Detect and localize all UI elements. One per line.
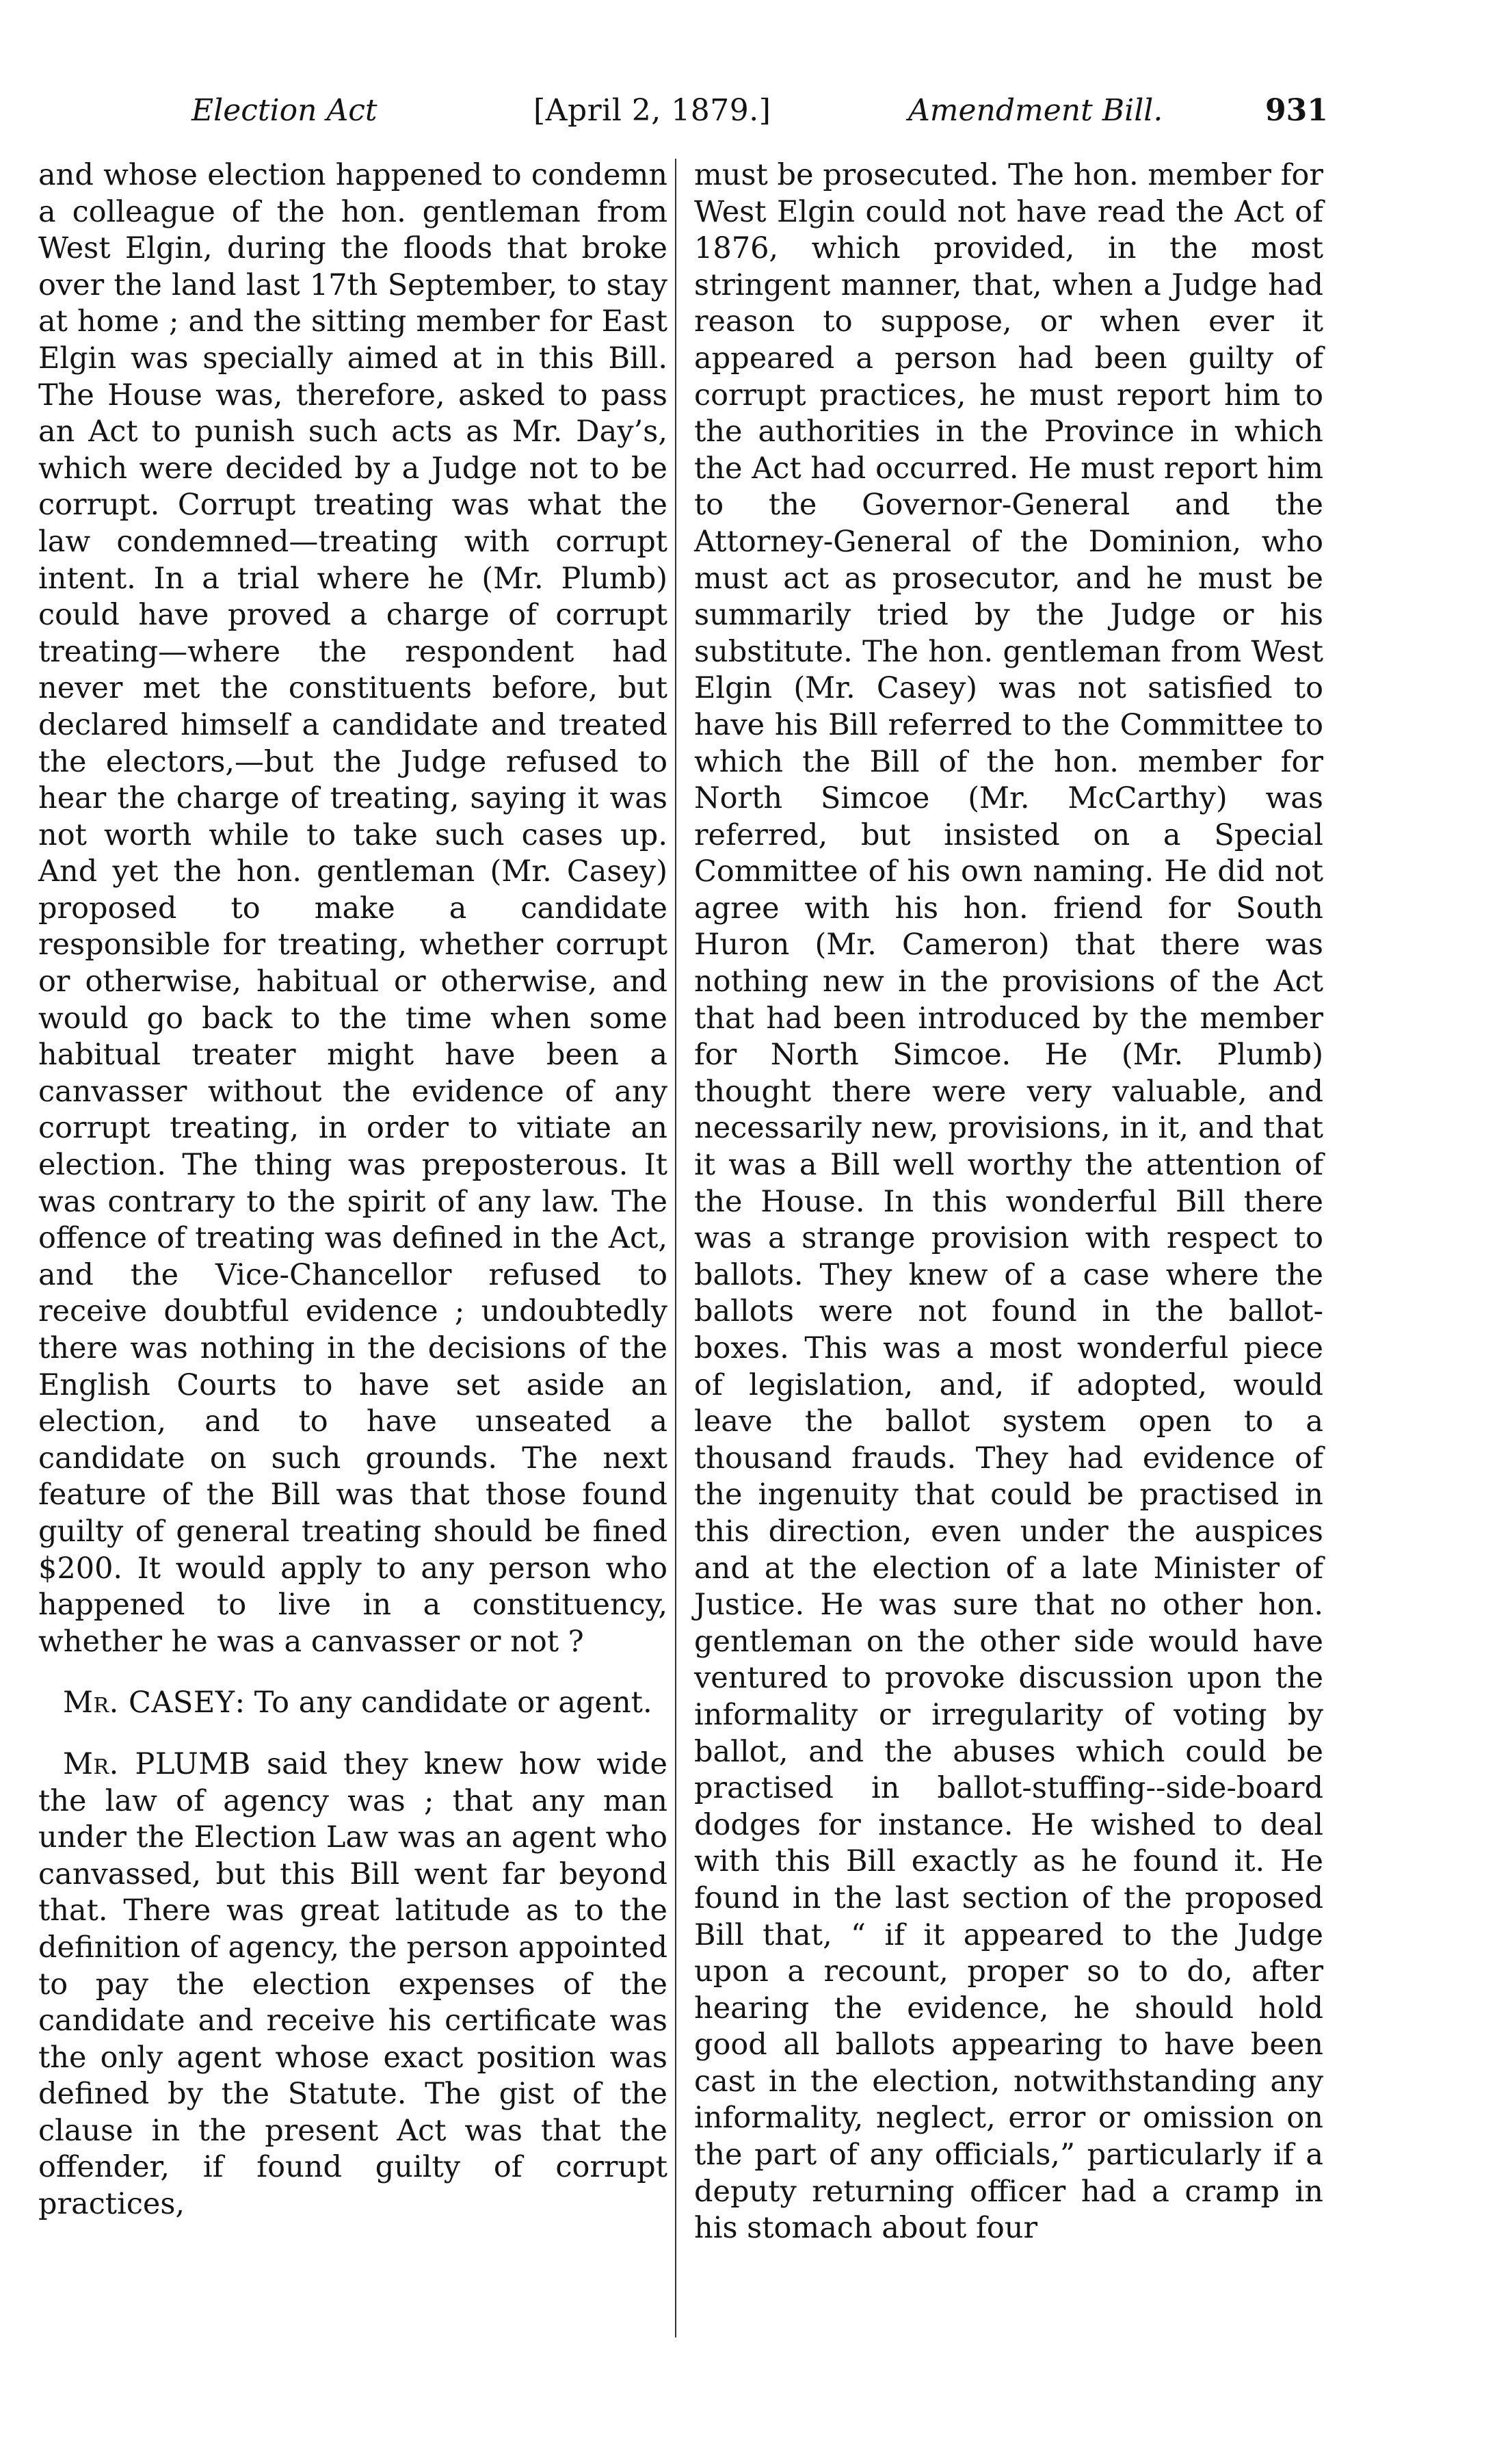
- header-title-right: Amendment Bill.: [908, 93, 1163, 128]
- column-divider: [675, 159, 676, 2337]
- speech-text: : To any candidate or agent.: [235, 1686, 652, 1720]
- left-paragraph-1: and whose election happened to condemn a colleague of the hon. gentleman from West Elgin, during the floods that broke over the land last 17th September, to stay at home ; and the sitting member for East Elgin was specially aimed at in this Bill. The House was, therefore, asked to pass an Act to punish such acts as Mr. Day’s, which were decided by a Judge not to be corrupt. Corrupt treating was what the law condemned—treating with corrupt intent. In a trial where he (Mr. Plumb) could have proved a charge of corrupt treating—where the respondent had never met the constituents before, but declared himself a candidate and treated the electors,—but the Judge refused to hear the charge of treating, saying it was not worth while to take such cases up. And yet the hon. gentleman (Mr. Casey) proposed to make a candidate responsible for treating, whether corrupt or otherwise, habitual or otherwise, and would go back to the time when some habitual treater might have been a canvasser without the evidence of any corrupt treating, in order to vitiate an election. The thing was preposterous. It was contrary to the spirit of any law. The offence of treating was defined in the Act, and the Vice-Chancellor refused to receive doubtful evidence ; undoubtedly there was nothing in the decisions of the English Courts to have set aside an election, and to have unseated a candidate on such grounds. The next feature of the Bill was that those found guilty of general treating should be fined $200. It would apply to any person who happened to live in a constituency, whether he was a canvasser or not ?: [38, 158, 667, 1659]
- page-number: 931: [1265, 93, 1328, 128]
- header-title-left: Election Act: [191, 93, 378, 128]
- speaker-name: Mr. PLUMB: [63, 1746, 251, 1781]
- running-header: [171, 83, 1328, 138]
- left-paragraph-casey: [38, 1685, 667, 1722]
- speaker-name: Mr. CASEY: [63, 1686, 235, 1720]
- left-paragraph-plumb: [38, 1746, 667, 2223]
- speech-text: said they knew how wide the law of agency was ; that any man under the Election Law was an agent who canvassed, but this Bill went far beyond that. There was great latitude as to the definition of agency, the person appointed to pay the election expenses of the candidate and receive his certificate was the only agent whose exact position was defined by the Statute. The gist of the clause in the present Act was that the offender, if found guilty of corrupt practices,: [38, 1746, 668, 2222]
- left-column: [38, 157, 667, 2223]
- header-date: [April 2, 1879.]: [533, 93, 771, 128]
- right-column: [694, 157, 1323, 2247]
- right-paragraph-1: must be prosecuted. The hon. member for West Elgin could not have read the Act of 1876, which provided, in the most stringent manner, that, when a Judge had reason to suppose, or when ever it appeared a person had been guilty of corrupt practices, he must report him to the authorities in the Province in which the Act had occurred. He must report him to the Governor-General and the Attorney-General of the Dominion, who must act as prosecutor, and he must be summarily tried by the Judge or his substitute. The hon. gentleman from West Elgin (Mr. Casey) was not satisfied to have his Bill referred to the Committee to which the Bill of the hon. member for North Simcoe (Mr. McCarthy) was referred, but insisted on a Special Committee of his own naming. He did not agree with his hon. friend for South Huron (Mr. Cameron) that there was nothing new in the provisions of the Act that had been introduced by the member for North Simcoe. He (Mr. Plumb) thought there were very valuable, and necessarily new, provisions, in it, and that it was a Bill well worthy the attention of the House. In this wonderful Bill there was a strange provision with respect to ballots. They knew of a case where the ballots were not found in the ballot-boxes. This was a most wonderful piece of legislation, and, if adopted, would leave the ballot system open to a thousand frauds. They had evidence of the ingenuity that could be practised in this direction, even under the auspices and at the election of a late Minister of Justice. He was sure that no other hon. gentleman on the other side would have ventured to provoke discussion upon the informality or irregularity of voting by ballot, and the abuses which could be practised in ballot-stuffing--side-board dodges for instance. He wished to deal with this Bill exactly as he found it. He found in the last section of the proposed Bill that, “ if it appeared to the Judge upon a recount, proper so to do, after hearing the evidence, he should hold good all ballots appearing to have been cast in the election, notwithstanding any informality, neglect, error or omission on the part of any officials,” particularly if a deputy returning officer had a cramp in his stomach about four: [694, 158, 1323, 2246]
